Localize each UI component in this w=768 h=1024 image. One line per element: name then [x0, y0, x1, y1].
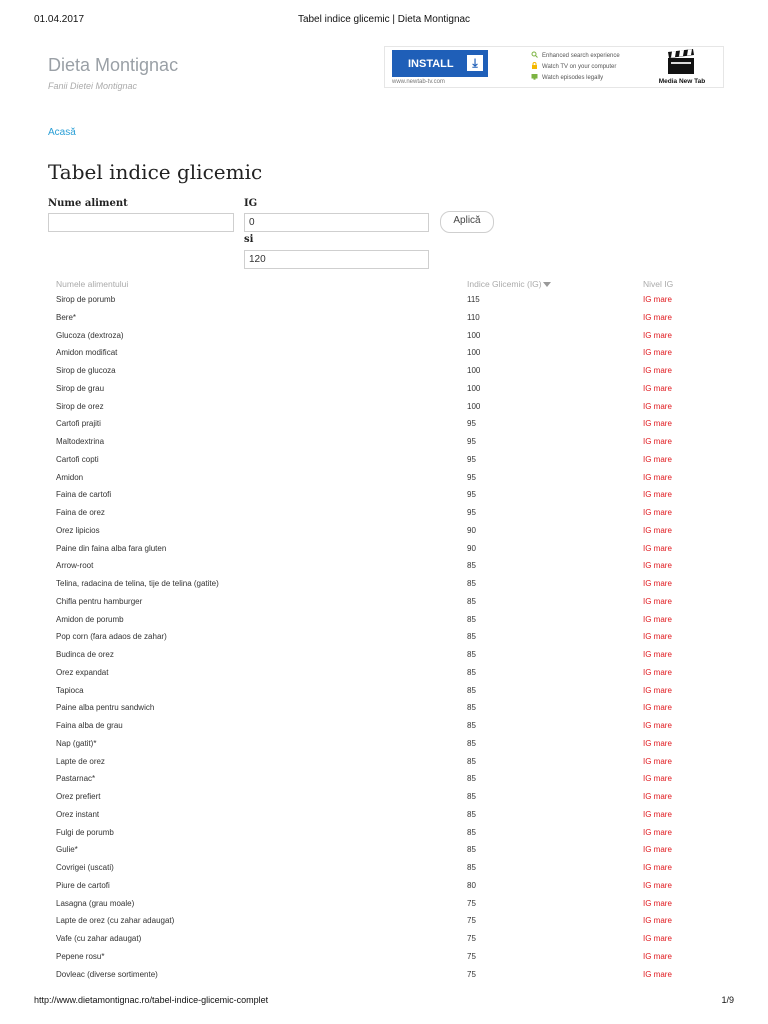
ig-value-cell: 85	[467, 774, 476, 784]
ig-level-cell: IG mare	[643, 401, 672, 411]
ig-value-cell: 85	[467, 809, 476, 819]
food-name-cell: Amidon	[56, 472, 84, 482]
table-row	[48, 295, 738, 313]
ig-value-cell: 95	[467, 454, 476, 464]
ig-value-cell: 85	[467, 827, 476, 837]
food-name-cell: Faina de orez	[56, 508, 105, 517]
ig-value-cell: 85	[467, 579, 476, 588]
ig-value-cell: 75	[467, 898, 476, 908]
print-page-number: 1/9	[721, 995, 734, 1005]
table-row	[48, 899, 738, 917]
food-name-cell: Pepene rosu*	[56, 951, 105, 961]
print-url: http://www.dietamontignac.ro/tabel-indice-glicemic-complet	[34, 995, 269, 1005]
ig-value-cell: 85	[467, 650, 476, 659]
food-name-cell: Covrigei (uscati)	[56, 863, 114, 872]
ig-level-cell: IG mare	[643, 827, 672, 837]
food-name-cell: Piure de cartofi	[56, 880, 110, 890]
food-name-cell: Nap (gatit)*	[56, 738, 97, 748]
ig-value-cell: 95	[467, 490, 476, 500]
table-row	[48, 774, 738, 792]
ig-value-cell: 75	[467, 969, 476, 979]
food-name-cell: Fulgi de porumb	[56, 827, 114, 837]
food-name-cell: Orez instant	[56, 809, 100, 819]
food-name-cell: Amidon modificat	[56, 348, 118, 358]
ig-level-cell: IG mare	[643, 490, 672, 500]
ig-level-cell: IG mare	[643, 454, 672, 464]
ig-level-cell: IG mare	[643, 383, 672, 393]
food-name-cell: Arrow-root	[56, 561, 94, 571]
food-name-cell: Cartofi prajiti	[56, 419, 101, 429]
ig-value-cell: 100	[467, 366, 481, 375]
ig-value-cell: 85	[467, 756, 476, 766]
food-name-cell: Lasagna (grau moale)	[56, 898, 135, 908]
table-row	[48, 863, 738, 881]
table-row	[48, 845, 738, 863]
food-name-cell: Sirop de orez	[56, 401, 104, 411]
food-name-cell: Budinca de orez	[56, 650, 114, 659]
download-icon: ⤓	[467, 55, 483, 71]
ig-value-cell: 75	[467, 951, 476, 961]
ig-value-cell: 100	[467, 383, 481, 393]
food-name-cell: Pastarnac*	[56, 774, 96, 784]
ig-value-cell: 100	[467, 348, 481, 358]
ad-install-button[interactable]	[392, 50, 488, 77]
table-row	[48, 490, 738, 508]
ig-level-cell: IG mare	[643, 880, 672, 890]
ig-level-cell: IG mare	[643, 934, 672, 943]
ig-min-input[interactable]: 0	[244, 213, 429, 232]
ad-logo-label: Media New Tab	[658, 78, 706, 85]
food-name-cell: Faina de cartofi	[56, 490, 112, 500]
table-row	[48, 455, 738, 473]
table-row	[48, 934, 738, 952]
ig-level-cell: IG mare	[643, 809, 672, 819]
ad-feature-3: Watch episodes legally	[531, 73, 603, 81]
table-row	[48, 970, 738, 988]
table-body	[48, 295, 738, 987]
ig-value-cell: 75	[467, 934, 476, 943]
table-row	[48, 402, 738, 420]
ig-level-cell: IG mare	[643, 951, 672, 961]
table-row	[48, 810, 738, 828]
ig-level-cell: IG mare	[643, 667, 672, 677]
ig-value-cell: 95	[467, 437, 476, 446]
table-row	[48, 526, 738, 544]
table-row	[48, 419, 738, 437]
print-header	[34, 14, 734, 28]
ig-level-cell: IG mare	[643, 561, 672, 571]
table-row	[48, 668, 738, 686]
tv-icon	[531, 73, 538, 80]
table-row	[48, 615, 738, 633]
food-name-cell: Cartofi copti	[56, 454, 99, 464]
and-label: si	[244, 234, 254, 245]
ig-value-cell: 85	[467, 721, 476, 730]
table-row	[48, 597, 738, 615]
food-name-cell: Orez expandat	[56, 667, 109, 677]
table-row	[48, 952, 738, 970]
ig-value-cell: 85	[467, 561, 476, 571]
table-row	[48, 313, 738, 331]
table-row	[48, 437, 738, 455]
ad-logo[interactable]	[647, 49, 717, 85]
ig-value-cell: 95	[467, 419, 476, 429]
table-row	[48, 508, 738, 526]
food-name-cell: Sirop de grau	[56, 383, 105, 393]
food-name-cell: Sirop de porumb	[56, 295, 116, 304]
ig-level-cell: IG mare	[643, 703, 672, 713]
table-row	[48, 331, 738, 349]
table-row	[48, 721, 738, 739]
ig-value-cell: 85	[467, 845, 476, 855]
ig-level-cell: IG mare	[643, 614, 672, 624]
table-row	[48, 828, 738, 846]
food-name-cell: Chifla pentru hamburger	[56, 596, 143, 606]
ig-value-cell: 80	[467, 880, 476, 890]
ig-value-cell: 100	[467, 401, 481, 411]
ig-level-cell: IG mare	[643, 774, 672, 784]
ig-level-cell: IG mare	[643, 685, 672, 695]
table-row	[48, 544, 738, 562]
ig-value-cell: 100	[467, 330, 481, 340]
food-name-cell: Tapioca	[56, 685, 84, 695]
ig-level-cell: IG mare	[643, 792, 672, 801]
lock-icon	[531, 62, 538, 69]
ig-value-cell: 115	[467, 295, 480, 304]
ig-level-cell: IG mare	[643, 845, 672, 855]
glycemic-table	[48, 279, 738, 987]
ig-level-cell: IG mare	[643, 437, 672, 446]
print-page-title: Tabel indice glicemic | Dieta Montignac	[297, 14, 471, 25]
food-name-cell: Glucoza (dextroza)	[56, 330, 124, 340]
ig-level-cell: IG mare	[643, 312, 672, 322]
ig-value-cell: 85	[467, 596, 476, 606]
ig-value-cell: 85	[467, 792, 476, 801]
ig-level-cell: IG mare	[643, 472, 672, 482]
food-name-cell: Faina alba de grau	[56, 721, 123, 730]
breadcrumb-home-link[interactable]: Acasă	[48, 127, 76, 138]
ig-level-cell: IG mare	[643, 330, 672, 340]
ig-value-cell: 95	[467, 508, 476, 517]
page-title: Tabel indice glicemic	[48, 160, 263, 184]
ad-install-label: INSTALL	[408, 58, 454, 70]
food-name-cell: Maltodextrina	[56, 437, 105, 446]
table-row	[48, 792, 738, 810]
ig-level-cell: IG mare	[643, 419, 672, 429]
ig-level-cell: IG mare	[643, 898, 672, 908]
ig-value-cell: 90	[467, 543, 476, 553]
food-name-cell: Telina, radacina de telina, tije de telina (gatite)	[56, 579, 219, 588]
table-row	[48, 686, 738, 704]
food-name-cell: Paine alba pentru sandwich	[56, 703, 155, 713]
table-row	[48, 650, 738, 668]
ig-value-cell: 85	[467, 863, 476, 872]
site-subtitle: Fanii Dietei Montignac	[48, 81, 138, 91]
food-name-cell: Amidon de porumb	[56, 614, 124, 624]
ig-level-cell: IG mare	[643, 721, 672, 730]
food-name-input[interactable]	[48, 213, 234, 232]
food-name-cell: Pop corn (fara adaos de zahar)	[56, 632, 167, 642]
header-ig-level[interactable]: Nivel IG	[643, 279, 674, 289]
food-name-cell: Gulie*	[56, 845, 78, 855]
header-glycemic-index[interactable]: Indice Glicemic (IG)	[467, 279, 551, 289]
table-row	[48, 348, 738, 366]
ig-value-cell: 85	[467, 703, 476, 713]
ig-level-cell: IG mare	[643, 295, 672, 304]
table-header	[48, 279, 738, 295]
table-row	[48, 473, 738, 491]
ig-label: IG	[244, 198, 258, 209]
table-row	[48, 579, 738, 597]
table-row	[48, 739, 738, 757]
ad-banner[interactable]	[384, 46, 724, 88]
ig-value-cell: 75	[467, 916, 476, 926]
ig-max-input[interactable]: 120	[244, 250, 429, 269]
ig-level-cell: IG mare	[643, 969, 672, 979]
ig-level-cell: IG mare	[643, 525, 672, 535]
ig-value-cell: 85	[467, 614, 476, 624]
table-row	[48, 881, 738, 899]
ig-value-cell: 85	[467, 685, 476, 695]
print-date: 01.04.2017	[34, 14, 85, 25]
ig-value-cell: 85	[467, 667, 476, 677]
table-row	[48, 366, 738, 384]
clapperboard-icon	[667, 49, 695, 75]
ig-level-cell: IG mare	[643, 916, 672, 926]
ig-value-cell: 110	[467, 312, 480, 322]
ig-level-cell: IG mare	[643, 596, 672, 606]
food-name-cell: Dovleac (diverse sortimente)	[56, 969, 158, 979]
ig-value-cell: 95	[467, 472, 476, 482]
food-name-cell: Lapte de orez (cu zahar adaugat)	[56, 916, 175, 926]
ig-level-cell: IG mare	[643, 756, 672, 766]
site-title[interactable]: Dieta Montignac	[48, 55, 179, 75]
ig-value-cell: 90	[467, 525, 476, 535]
food-name-cell: Orez prefiert	[56, 792, 101, 801]
search-icon	[531, 51, 538, 58]
food-name-cell: Vafe (cu zahar adaugat)	[56, 934, 142, 943]
ig-value-cell: 85	[467, 738, 476, 748]
food-name-cell: Paine din faina alba fara gluten	[56, 543, 167, 553]
ig-level-cell: IG mare	[643, 366, 672, 375]
table-row	[48, 757, 738, 775]
food-name-cell: Sirop de glucoza	[56, 366, 116, 375]
ig-level-cell: IG mare	[643, 738, 672, 748]
apply-button[interactable]: Aplică	[440, 211, 494, 233]
header-food-name[interactable]: Numele alimentului	[56, 279, 129, 289]
table-row	[48, 916, 738, 934]
table-row	[48, 561, 738, 579]
ig-level-cell: IG mare	[643, 863, 672, 872]
table-row	[48, 632, 738, 650]
food-name-label: Nume aliment	[48, 198, 128, 209]
ig-level-cell: IG mare	[643, 650, 672, 659]
ig-value-cell: 85	[467, 632, 476, 642]
table-row	[48, 384, 738, 402]
food-name-cell: Bere*	[56, 312, 77, 322]
ad-feature-1: Enhanced search experience	[531, 51, 620, 59]
ig-level-cell: IG mare	[643, 543, 672, 553]
ad-url: www.newtab-tv.com	[392, 79, 445, 85]
ig-level-cell: IG mare	[643, 348, 672, 358]
sort-down-icon	[543, 282, 551, 287]
ig-level-cell: IG mare	[643, 579, 672, 588]
ig-level-cell: IG mare	[643, 508, 672, 517]
ig-level-cell: IG mare	[643, 632, 672, 642]
food-name-cell: Orez lipicios	[56, 525, 100, 535]
ad-feature-2: Watch TV on your computer	[531, 62, 616, 70]
food-name-cell: Lapte de orez	[56, 756, 105, 766]
table-row	[48, 703, 738, 721]
